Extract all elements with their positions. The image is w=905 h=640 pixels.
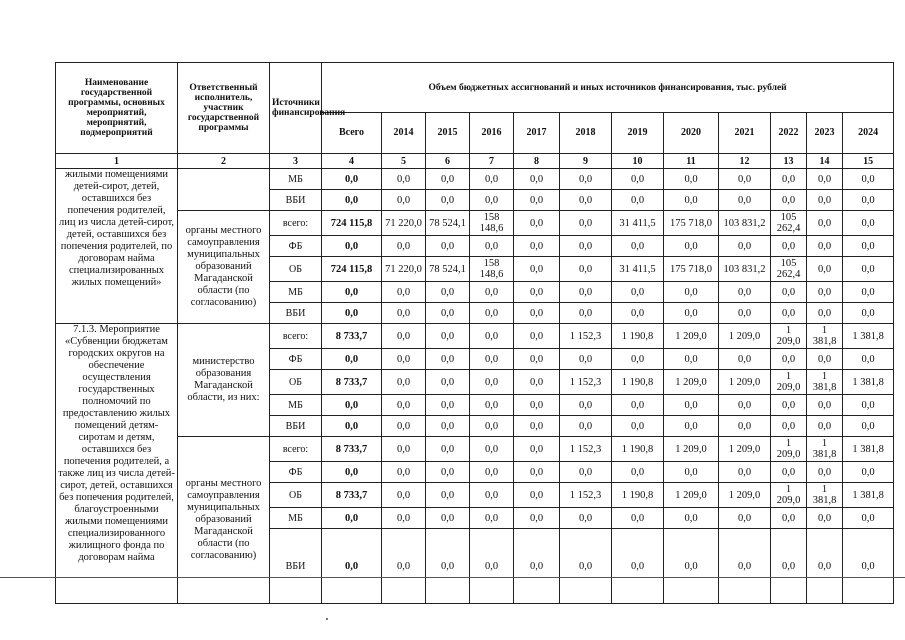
- funding-source-cell: ОБ: [270, 257, 322, 282]
- year-value-cell: 78 524,1: [426, 257, 470, 282]
- year-value-cell: 0,0: [382, 462, 426, 483]
- year-value-cell: 0,0: [612, 395, 664, 416]
- year-value-cell: 1 209,0: [664, 370, 719, 395]
- header-year: 2017: [514, 113, 560, 154]
- funding-source-cell: ВБИ: [270, 190, 322, 211]
- year-value-cell: 0,0: [470, 508, 514, 529]
- year-value-cell: 0,0: [470, 349, 514, 370]
- year-value-cell: 0,0: [560, 236, 612, 257]
- year-value-cell: 0,0: [807, 462, 843, 483]
- year-value-cell: 0,0: [807, 169, 843, 190]
- table-row: [56, 169, 894, 190]
- year-value-cell: 0,0: [382, 370, 426, 395]
- year-value-cell: 0,0: [514, 324, 560, 349]
- year-value-cell: 1 381,8: [843, 370, 894, 395]
- year-value-cell: 0,0: [514, 169, 560, 190]
- year-value-cell: 1 209,0: [719, 324, 771, 349]
- year-value-cell: 0,0: [843, 257, 894, 282]
- year-value-cell: 0,0: [807, 303, 843, 324]
- year-value-cell: 0,0: [612, 169, 664, 190]
- year-value-cell: 0,0: [514, 529, 560, 604]
- responsible-executor: органы местного самоуправления муниципальных образований Магаданской области (по согласованию): [178, 437, 270, 604]
- year-value-cell: 0,0: [382, 508, 426, 529]
- year-value-cell: 78 524,1: [426, 211, 470, 236]
- funding-source-cell: всего:: [270, 211, 322, 236]
- table-row: [56, 211, 894, 236]
- year-value-cell: 0,0: [771, 508, 807, 529]
- column-number: 15: [843, 154, 894, 169]
- year-value-cell: 105 262,4: [771, 257, 807, 282]
- year-value-cell: 0,0: [426, 282, 470, 303]
- year-value-cell: 1 381,8: [807, 324, 843, 349]
- funding-source-cell: ВБИ: [270, 303, 322, 324]
- funding-source-cell: ВБИ: [270, 416, 322, 437]
- year-value-cell: 0,0: [719, 169, 771, 190]
- total-cell: 0,0: [322, 169, 382, 190]
- year-value-cell: 0,0: [470, 395, 514, 416]
- year-value-cell: 1 209,0: [664, 437, 719, 462]
- year-value-cell: 0,0: [719, 236, 771, 257]
- total-cell: 724 115,8: [322, 211, 382, 236]
- header-funding-source: Источники финансирования: [270, 63, 322, 154]
- year-value-cell: 1 381,8: [807, 483, 843, 508]
- year-value-cell: 0,0: [771, 395, 807, 416]
- year-value-cell: 0,0: [719, 508, 771, 529]
- header-year: 2021: [719, 113, 771, 154]
- measure-description: жилыми помещениями детей-сирот, детей, оставшихся без попечения родителей, лиц из числа детей-сирот, детей, оставшихся без попечения родителей, по договорам найма специализированных жилых помещений»: [56, 169, 178, 324]
- year-value-cell: 0,0: [426, 416, 470, 437]
- year-value-cell: 0,0: [560, 190, 612, 211]
- year-value-cell: 175 718,0: [664, 211, 719, 236]
- year-value-cell: 0,0: [771, 282, 807, 303]
- year-value-cell: 0,0: [470, 303, 514, 324]
- year-value-cell: 1 209,0: [719, 437, 771, 462]
- funding-source-cell: МБ: [270, 508, 322, 529]
- year-value-cell: 1 209,0: [719, 483, 771, 508]
- year-value-cell: 1 209,0: [664, 324, 719, 349]
- year-value-cell: 0,0: [719, 462, 771, 483]
- year-value-cell: 0,0: [382, 529, 426, 604]
- column-number: 6: [426, 154, 470, 169]
- year-value-cell: 103 831,2: [719, 211, 771, 236]
- year-value-cell: 1 190,8: [612, 437, 664, 462]
- table-row: [56, 437, 894, 462]
- year-value-cell: 0,0: [470, 236, 514, 257]
- year-value-cell: 71 220,0: [382, 257, 426, 282]
- year-value-cell: 0,0: [426, 349, 470, 370]
- year-value-cell: 0,0: [382, 483, 426, 508]
- year-value-cell: 0,0: [470, 416, 514, 437]
- year-value-cell: 0,0: [843, 349, 894, 370]
- year-value-cell: 0,0: [719, 190, 771, 211]
- funding-source-cell: ВБИ: [270, 529, 322, 604]
- year-value-cell: 0,0: [426, 395, 470, 416]
- column-number: 13: [771, 154, 807, 169]
- total-cell: 8 733,7: [322, 437, 382, 462]
- column-number: 7: [470, 154, 514, 169]
- year-value-cell: 0,0: [719, 416, 771, 437]
- responsible-empty-cell: [178, 169, 270, 211]
- year-value-cell: 0,0: [612, 462, 664, 483]
- year-value-cell: 1 209,0: [664, 483, 719, 508]
- header-year: 2014: [382, 113, 426, 154]
- year-value-cell: 0,0: [382, 190, 426, 211]
- year-value-cell: 0,0: [382, 395, 426, 416]
- funding-source-cell: ОБ: [270, 370, 322, 395]
- year-value-cell: 0,0: [843, 236, 894, 257]
- header-year: 2023: [807, 113, 843, 154]
- year-value-cell: 0,0: [514, 416, 560, 437]
- year-value-cell: 0,0: [771, 303, 807, 324]
- year-value-cell: 0,0: [612, 303, 664, 324]
- funding-source-cell: МБ: [270, 395, 322, 416]
- year-value-cell: 31 411,5: [612, 257, 664, 282]
- column-number: 11: [664, 154, 719, 169]
- year-value-cell: 0,0: [382, 169, 426, 190]
- year-value-cell: 0,0: [470, 169, 514, 190]
- year-value-cell: 0,0: [807, 211, 843, 236]
- year-value-cell: 0,0: [612, 416, 664, 437]
- year-value-cell: 1 152,3: [560, 324, 612, 349]
- header-program-name: Наименование государственной программы, основных мероприятий, мероприятий, подмероприятий: [56, 63, 178, 154]
- year-value-cell: 0,0: [664, 462, 719, 483]
- funding-source-cell: МБ: [270, 169, 322, 190]
- total-cell: 0,0: [322, 303, 382, 324]
- year-value-cell: 0,0: [470, 324, 514, 349]
- year-value-cell: 0,0: [470, 437, 514, 462]
- year-value-cell: 1 209,0: [771, 437, 807, 462]
- year-value-cell: 0,0: [514, 437, 560, 462]
- year-value-cell: 0,0: [807, 257, 843, 282]
- year-value-cell: 105 262,4: [771, 211, 807, 236]
- year-value-cell: 31 411,5: [612, 211, 664, 236]
- year-value-cell: 0,0: [426, 437, 470, 462]
- year-value-cell: 0,0: [771, 190, 807, 211]
- year-value-cell: 0,0: [426, 324, 470, 349]
- column-number: 4: [322, 154, 382, 169]
- total-cell: 0,0: [322, 190, 382, 211]
- table-row: [56, 324, 894, 349]
- year-value-cell: 1 381,8: [843, 324, 894, 349]
- year-value-cell: 0,0: [514, 257, 560, 282]
- total-cell: 0,0: [322, 282, 382, 303]
- funding-source-cell: МБ: [270, 282, 322, 303]
- total-cell: 0,0: [322, 395, 382, 416]
- year-value-cell: 0,0: [771, 169, 807, 190]
- column-number: 8: [514, 154, 560, 169]
- responsible-executor: органы местного самоуправления муниципальных образований Магаданской области (по согласованию): [178, 211, 270, 324]
- year-value-cell: 0,0: [664, 395, 719, 416]
- year-value-cell: 0,0: [382, 349, 426, 370]
- column-number: 14: [807, 154, 843, 169]
- year-value-cell: 0,0: [426, 303, 470, 324]
- year-value-cell: 0,0: [560, 416, 612, 437]
- year-value-cell: 158 148,6: [470, 257, 514, 282]
- header-year: 2024: [843, 113, 894, 154]
- year-value-cell: 0,0: [612, 236, 664, 257]
- year-value-cell: 0,0: [470, 462, 514, 483]
- year-value-cell: 0,0: [426, 190, 470, 211]
- total-cell: 0,0: [322, 529, 382, 604]
- year-value-cell: 0,0: [470, 370, 514, 395]
- year-value-cell: 0,0: [771, 349, 807, 370]
- year-value-cell: 0,0: [807, 395, 843, 416]
- page-edge-line: [0, 577, 905, 578]
- year-value-cell: 0,0: [807, 529, 843, 604]
- header-budget-volume: Объем бюджетных ассигнований и иных источников финансирования, тыс. рублей: [322, 63, 894, 113]
- funding-source-cell: ФБ: [270, 349, 322, 370]
- year-value-cell: 0,0: [664, 169, 719, 190]
- year-value-cell: 71 220,0: [382, 211, 426, 236]
- year-value-cell: 0,0: [560, 462, 612, 483]
- year-value-cell: 0,0: [560, 257, 612, 282]
- funding-source-cell: ФБ: [270, 236, 322, 257]
- funding-source-cell: всего:: [270, 324, 322, 349]
- year-value-cell: 0,0: [560, 395, 612, 416]
- year-value-cell: 0,0: [514, 349, 560, 370]
- year-value-cell: 0,0: [426, 483, 470, 508]
- header-year: 2019: [612, 113, 664, 154]
- year-value-cell: 0,0: [719, 395, 771, 416]
- year-value-cell: 0,0: [664, 529, 719, 604]
- year-value-cell: 0,0: [514, 462, 560, 483]
- year-value-cell: 0,0: [807, 508, 843, 529]
- funding-source-cell: ОБ: [270, 483, 322, 508]
- year-value-cell: 1 381,8: [807, 437, 843, 462]
- year-value-cell: 0,0: [807, 416, 843, 437]
- year-value-cell: 0,0: [382, 416, 426, 437]
- year-value-cell: 0,0: [807, 349, 843, 370]
- header-responsible: Ответственный исполнитель, участник государственной программы: [178, 63, 270, 154]
- year-value-cell: 1 209,0: [771, 483, 807, 508]
- year-value-cell: 0,0: [560, 349, 612, 370]
- year-value-cell: 0,0: [560, 282, 612, 303]
- year-value-cell: 0,0: [470, 483, 514, 508]
- year-value-cell: 0,0: [382, 236, 426, 257]
- year-value-cell: 1 381,8: [843, 483, 894, 508]
- year-value-cell: 0,0: [807, 236, 843, 257]
- total-cell: 0,0: [322, 236, 382, 257]
- year-value-cell: 0,0: [426, 462, 470, 483]
- year-value-cell: 0,0: [426, 236, 470, 257]
- year-value-cell: 0,0: [514, 190, 560, 211]
- year-value-cell: 1 381,8: [843, 437, 894, 462]
- year-value-cell: 0,0: [382, 282, 426, 303]
- total-cell: 724 115,8: [322, 257, 382, 282]
- year-value-cell: 0,0: [807, 190, 843, 211]
- year-value-cell: 0,0: [771, 236, 807, 257]
- header-year: 2020: [664, 113, 719, 154]
- header-year: 2018: [560, 113, 612, 154]
- year-value-cell: 1 152,3: [560, 483, 612, 508]
- year-value-cell: 0,0: [771, 529, 807, 604]
- year-value-cell: 0,0: [843, 508, 894, 529]
- year-value-cell: 0,0: [664, 349, 719, 370]
- year-value-cell: 1 381,8: [807, 370, 843, 395]
- year-value-cell: 0,0: [382, 324, 426, 349]
- year-value-cell: 0,0: [719, 303, 771, 324]
- year-value-cell: 0,0: [843, 303, 894, 324]
- year-value-cell: 0,0: [771, 416, 807, 437]
- year-value-cell: 0,0: [514, 211, 560, 236]
- year-value-cell: 0,0: [560, 169, 612, 190]
- year-value-cell: 1 190,8: [612, 483, 664, 508]
- total-cell: 8 733,7: [322, 483, 382, 508]
- year-value-cell: 0,0: [843, 190, 894, 211]
- year-value-cell: 0,0: [514, 508, 560, 529]
- header-year: 2022: [771, 113, 807, 154]
- year-value-cell: 0,0: [470, 282, 514, 303]
- total-cell: 0,0: [322, 462, 382, 483]
- year-value-cell: 0,0: [470, 529, 514, 604]
- year-value-cell: 175 718,0: [664, 257, 719, 282]
- budget-table: [55, 62, 894, 604]
- year-value-cell: 0,0: [426, 529, 470, 604]
- total-cell: 8 733,7: [322, 370, 382, 395]
- year-value-cell: 0,0: [843, 416, 894, 437]
- column-number: 1: [56, 154, 178, 169]
- total-cell: 0,0: [322, 508, 382, 529]
- column-number: 10: [612, 154, 664, 169]
- measure-description: 7.1.3. Мероприятие «Субвенции бюджетам городских округов на обеспечение осуществления государственных полномочий по предоставлению жилых помещений детям-сиротам и детям, оставшихся без попечения родителей, а также лиц из числа детей-сирот, детей, оставшихся без попечения родителей, благоустроенными жилыми помещениями специализированного жилищного фонда по договорам найма: [56, 324, 178, 604]
- year-value-cell: 0,0: [426, 508, 470, 529]
- year-value-cell: 0,0: [382, 437, 426, 462]
- year-value-cell: 0,0: [664, 190, 719, 211]
- year-value-cell: 1 152,3: [560, 437, 612, 462]
- year-value-cell: 0,0: [514, 303, 560, 324]
- year-value-cell: 1 190,8: [612, 370, 664, 395]
- year-value-cell: 0,0: [514, 236, 560, 257]
- year-value-cell: 0,0: [719, 282, 771, 303]
- year-value-cell: 0,0: [771, 462, 807, 483]
- year-value-cell: 1 209,0: [771, 324, 807, 349]
- year-value-cell: 0,0: [612, 190, 664, 211]
- year-value-cell: 1 209,0: [719, 370, 771, 395]
- year-value-cell: 0,0: [843, 169, 894, 190]
- year-value-cell: 0,0: [664, 236, 719, 257]
- total-cell: 0,0: [322, 349, 382, 370]
- year-value-cell: 0,0: [612, 508, 664, 529]
- total-cell: 0,0: [322, 416, 382, 437]
- year-value-cell: 0,0: [382, 303, 426, 324]
- responsible-executor: министерство образования Магаданской области, из них:: [178, 324, 270, 437]
- year-value-cell: 0,0: [560, 303, 612, 324]
- year-value-cell: 0,0: [612, 282, 664, 303]
- year-value-cell: 0,0: [560, 508, 612, 529]
- year-value-cell: 1 152,3: [560, 370, 612, 395]
- year-value-cell: 0,0: [664, 508, 719, 529]
- total-cell: 8 733,7: [322, 324, 382, 349]
- header-total: Всего: [322, 113, 382, 154]
- year-value-cell: 1 190,8: [612, 324, 664, 349]
- year-value-cell: 0,0: [560, 529, 612, 604]
- year-value-cell: 0,0: [719, 349, 771, 370]
- year-value-cell: 0,0: [843, 462, 894, 483]
- header-year: 2015: [426, 113, 470, 154]
- year-value-cell: 0,0: [612, 349, 664, 370]
- column-number: 2: [178, 154, 270, 169]
- year-value-cell: 0,0: [426, 370, 470, 395]
- year-value-cell: 0,0: [560, 211, 612, 236]
- column-number-row: [56, 154, 894, 169]
- year-value-cell: 0,0: [514, 370, 560, 395]
- column-number: 12: [719, 154, 771, 169]
- funding-source-cell: всего:: [270, 437, 322, 462]
- year-value-cell: 0,0: [514, 395, 560, 416]
- year-value-cell: 0,0: [719, 529, 771, 604]
- year-value-cell: 0,0: [514, 483, 560, 508]
- year-value-cell: 0,0: [843, 211, 894, 236]
- year-value-cell: 0,0: [664, 303, 719, 324]
- year-value-cell: 158 148,6: [470, 211, 514, 236]
- year-value-cell: 0,0: [664, 416, 719, 437]
- year-value-cell: 0,0: [843, 395, 894, 416]
- header-year: 2016: [470, 113, 514, 154]
- year-value-cell: 1 209,0: [771, 370, 807, 395]
- column-number: 9: [560, 154, 612, 169]
- year-value-cell: 103 831,2: [719, 257, 771, 282]
- funding-source-cell: ФБ: [270, 462, 322, 483]
- year-value-cell: 0,0: [843, 529, 894, 604]
- year-value-cell: 0,0: [807, 282, 843, 303]
- year-value-cell: 0,0: [426, 169, 470, 190]
- column-number: 3: [270, 154, 322, 169]
- year-value-cell: 0,0: [612, 529, 664, 604]
- year-value-cell: 0,0: [843, 282, 894, 303]
- year-value-cell: 0,0: [664, 282, 719, 303]
- column-number: 5: [382, 154, 426, 169]
- year-value-cell: 0,0: [514, 282, 560, 303]
- year-value-cell: 0,0: [470, 190, 514, 211]
- scan-speck: [326, 618, 328, 620]
